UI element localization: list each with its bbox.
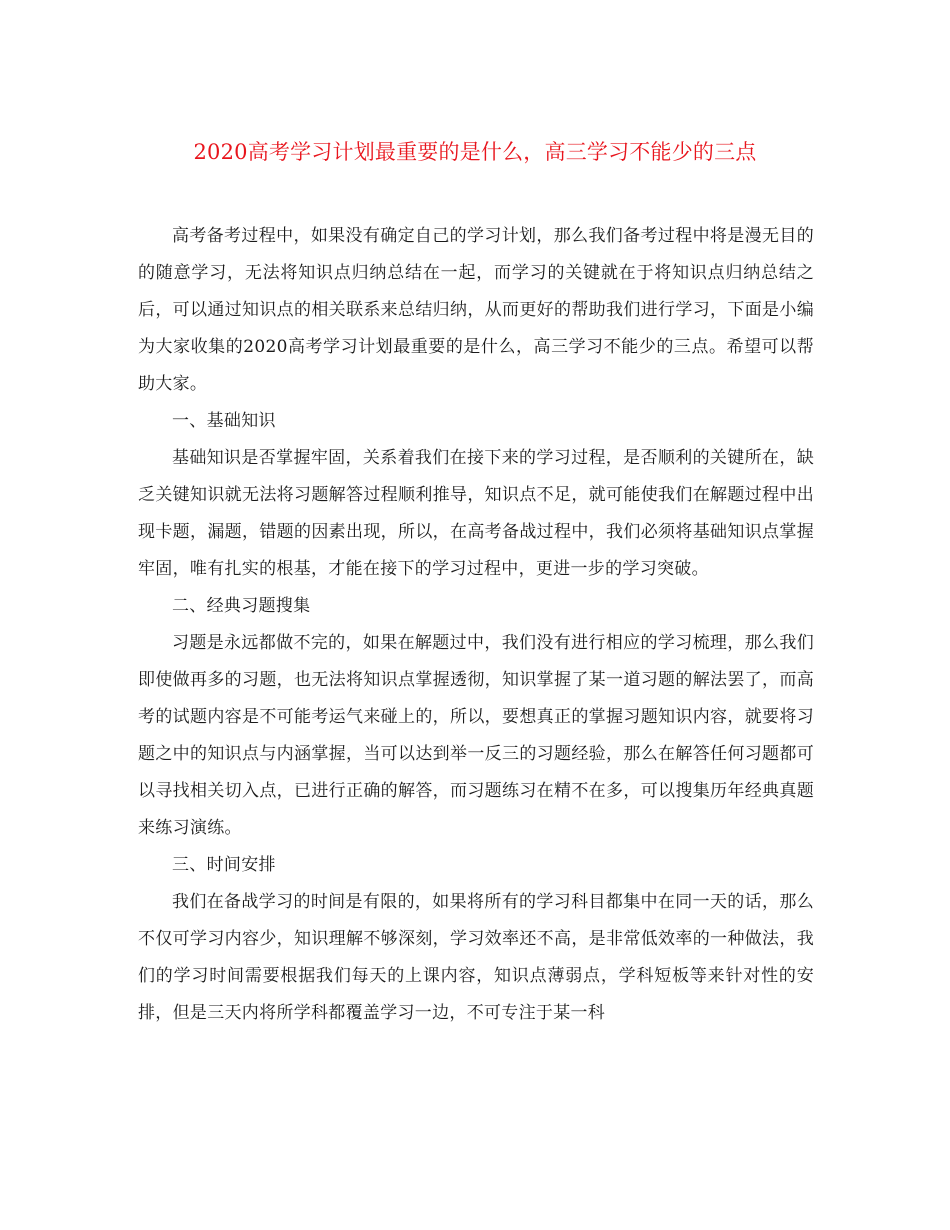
document-body [138, 218, 814, 1032]
document-title: 2020高考学习计划最重要的是什么，高三学习不能少的三点 [193, 140, 757, 164]
section-paragraph-exercises: 习题是永远都做不完的，如果在解题过中，我们没有进行相应的学习梳理，那么我们即使做再多的习题，也无法将知识点掌握透彻，知识掌握了某一道习题的解法罢了，而高考的试题内容是不可能考运气来碰上的，所以，要想真正的掌握习题知识内容，就要将习题之中的知识点与内涵掌握，当可以达到举一反三的习题经验，那么在解答任何习题都可以寻找相关切入点，已进行正确的解答，而习题练习在精不在多，可以搜集历年经典真题来练习演练。 [138, 633, 814, 838]
section-heading-basics: 一、基础知识 [172, 411, 276, 431]
intro-paragraph: 高考备考过程中，如果没有确定自己的学习计划，那么我们备考过程中将是漫无目的的随意学习，无法将知识点归纳总结在一起，而学习的关键就在于将知识点归纳总结之后，可以通过知识点的相关联系来总结归纳，从而更好的帮助我们进行学习，下面是小编为大家收集的2020高考学习计划最重要的是什么，高三学习不能少的三点。希望可以帮助大家。 [138, 226, 814, 394]
section-heading-exercises: 二、经典习题搜集 [172, 596, 311, 616]
section-paragraph-basics: 基础知识是否掌握牢固，关系着我们在接下来的学习过程，是否顺利的关键所在，缺乏关键知识就无法将习题解答过程顺利推导，知识点不足，就可能使我们在解题过程中出现卡题，漏题，错题的因素出现，所以，在高考备战过程中，我们必须将基础知识点掌握牢固，唯有扎实的根基，才能在接下的学习过程中，更进一步的学习突破。 [138, 448, 814, 579]
section-paragraph-time: 我们在备战学习的时间是有限的，如果将所有的学习科目都集中在同一天的话，那么不仅可学习内容少，知识理解不够深刻，学习效率还不高，是非常低效率的一种做法，我们的学习时间需要根据我们每天的上课内容，知识点薄弱点，学科短板等来针对性的安排，但是三天内将所学科都覆盖学习一边，不可专注于某一科 [138, 892, 814, 1023]
section-heading-time: 三、时间安排 [172, 855, 276, 875]
